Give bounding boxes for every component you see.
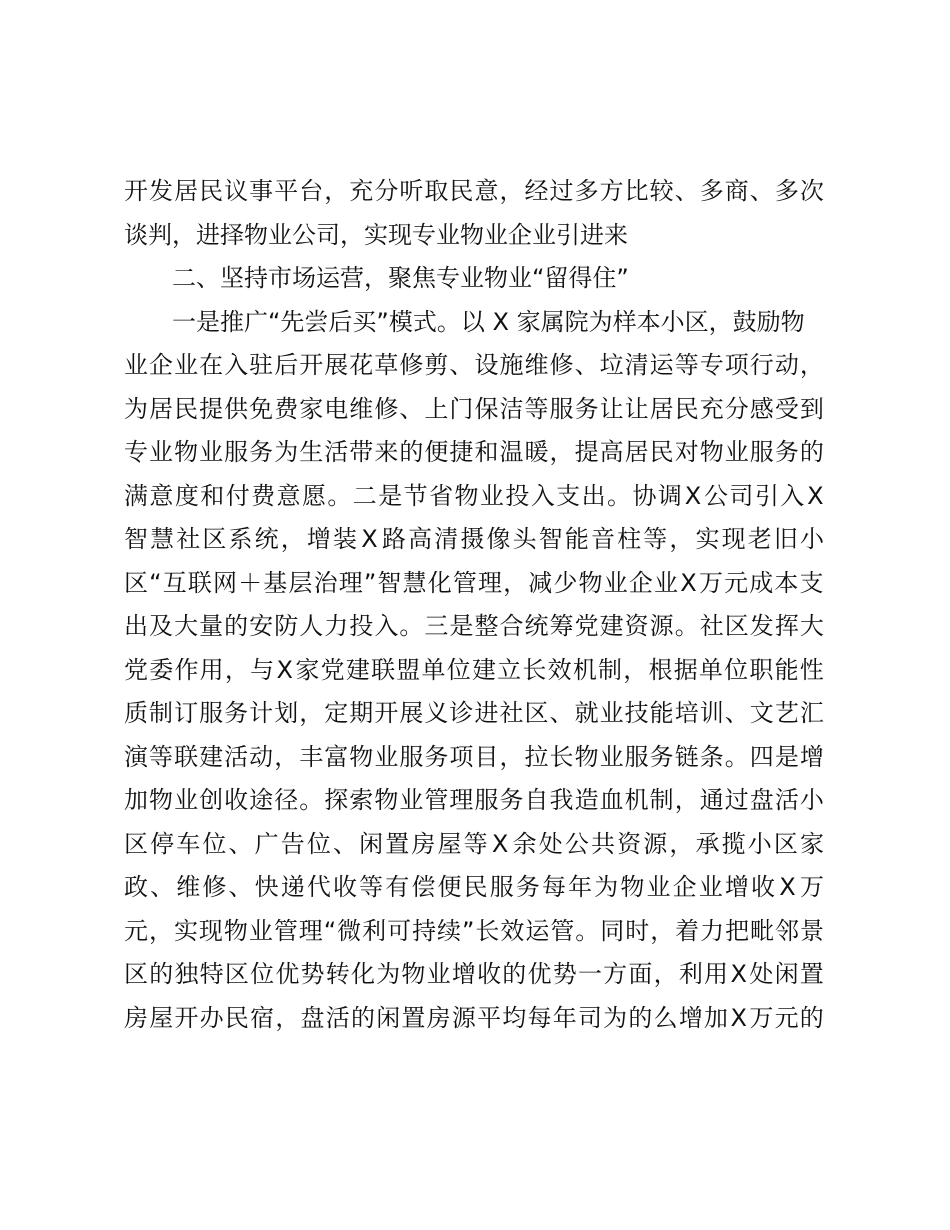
text-line: 出 及 大 量 的 安 防 人 力 投 入 。 三 是 整 合 统 筹 党 建 资 源 。 社 区 发 挥 大 bbox=[124, 612, 824, 640]
text-line: 智 慧 社 区 系 统 ， 增 装 X 路 高 清 摄 像 头 智 能 音 柱 等 ， 实 现 老 旧 小 bbox=[124, 525, 824, 553]
text-line: 区 “ 互 联 网 ＋ 基 层 治 理 ” 智 慧 化 管 理 ， 减 少 物 业 企 业 X 万 元 成 本 支 bbox=[124, 568, 824, 597]
text-line: 演 等 联 建 活 动 ， 丰 富 物 业 服 务 项 目 ， 拉 长 物 业 服 务 链 条 。 四 是 增 bbox=[124, 742, 824, 771]
section-heading: 二、坚持市场运营，聚焦专业物业“留得住” bbox=[172, 264, 629, 292]
paragraph-first-line: 一是推广“先尝后买”模式。以 X 家属院为样本小区，鼓励物 bbox=[172, 307, 805, 336]
text-line: 党 委 作 用 ， 与 X 家 党 建 联 盟 单 位 建 立 长 效 机 制 ， 根 据 单 位 职 能 性 bbox=[124, 655, 824, 684]
body-text bbox=[124, 170, 824, 1040]
text-line: 业 企 业 在 入 驻 后 开 展 花 草 修 剪 、 设 施 维 修 、 垃 清 运 等 专 项 行 动 ， bbox=[124, 351, 824, 379]
text-line: 专 业 物 业 服 务 为 生 活 带 来 的 便 捷 和 温 暖 ， 提 高 居 民 对 物 业 服 务 的 bbox=[124, 438, 824, 466]
text-line: 元 ， 实 现 物 业 管 理 “ 微 利 可 持 续 ” 长 效 运 管 。 同 时 ， 着 力 把 毗 邻 景 bbox=[124, 916, 824, 945]
text-line: 开 发 居 民 议 事 平 台 ， 充 分 听 取 民 意 ， 经 过 多 方 比 较 、 多 商 、 多 次 bbox=[124, 177, 824, 205]
text-line: 区 的 独 特 区 位 优 势 转 化 为 物 业 增 收 的 优 势 一 方 面 ， 利 用 X 处 闲 置 bbox=[124, 960, 824, 988]
text-line: 谈判，进择物业公司，实现专业物业企业引进来 bbox=[124, 220, 628, 249]
text-line: 满 意 度 和 付 费 意 愿 。 二 是 节 省 物 业 投 入 支 出 。 协 调 X 公 司 引 入 X bbox=[124, 481, 824, 510]
text-line: 房 屋 开 办 民 宿 ， 盘 活 的 闲 置 房 源 平 均 每 年 司 为 的 么 增 加 X 万 元 的 bbox=[124, 1003, 824, 1032]
text-line: 为 居 民 提 供 免 费 家 电 维 修 、 上 门 保 洁 等 服 务 让 让 居 民 充 分 感 受 到 bbox=[124, 394, 824, 423]
text-line: 质 制 订 服 务 计 划 ， 定 期 开 展 义 诊 进 社 区 、 就 业 技 能 培 训 、 文 艺 汇 bbox=[124, 699, 824, 727]
text-line: 区 停 车 位 、 广 告 位 、 闲 置 房 屋 等 X 余 处 公 共 资 源 ， 承 揽 小 区 家 bbox=[124, 829, 824, 858]
text-line: 加 物 业 创 收 途 径 。 探 索 物 业 管 理 服 务 自 我 造 血 机 制 ， 通 过 盘 活 小 bbox=[124, 786, 824, 814]
text-line: 政 、 维 修 、 快 递 代 收 等 有 偿 便 民 服 务 每 年 为 物 业 企 业 增 收 X 万 bbox=[124, 873, 824, 901]
